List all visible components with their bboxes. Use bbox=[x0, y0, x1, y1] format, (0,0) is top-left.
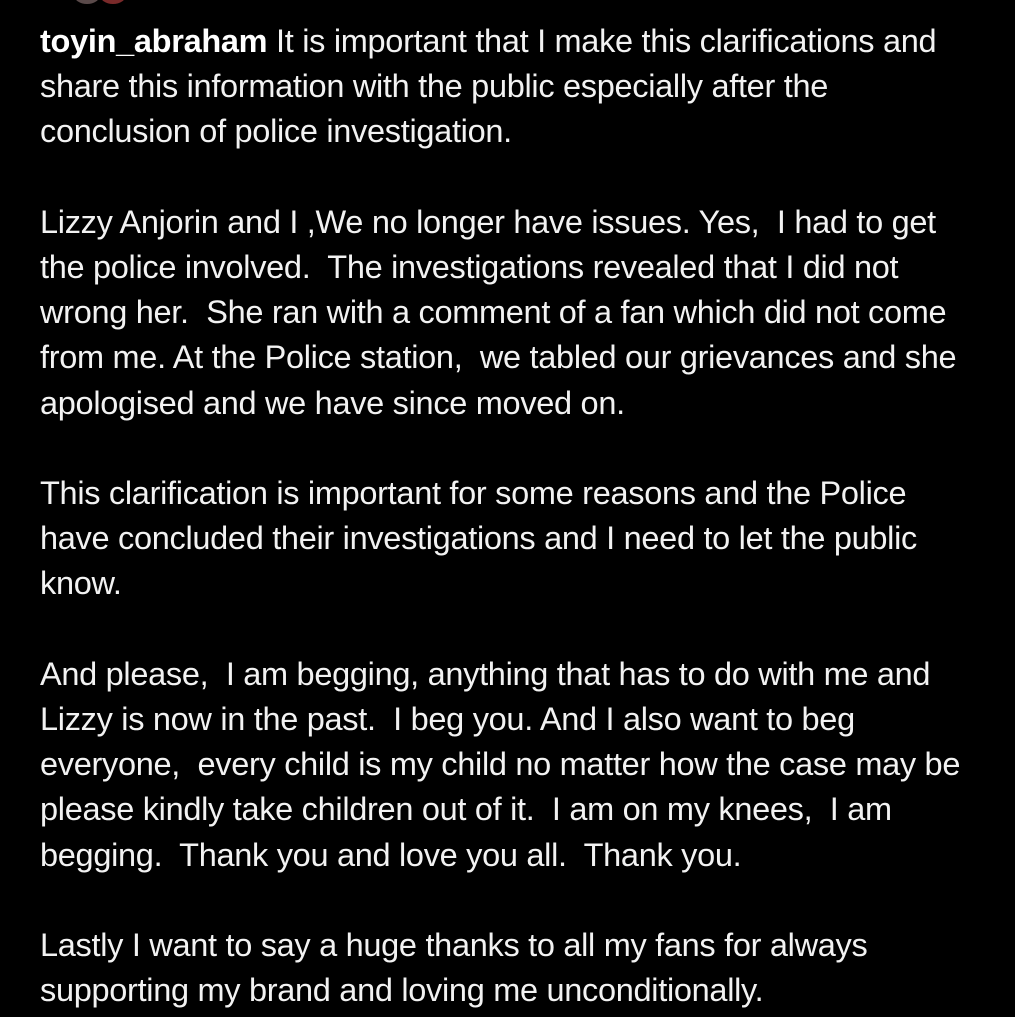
caption-paragraph-2: Lizzy Anjorin and I ,We no longer have issues. Yes, I had to get the police involved. The investigations revealed that I did not wrong her. She ran with a comment of a fan which did not come from me. At the Police station, we tabled our grievances and she apologised and we have since moved on. bbox=[40, 203, 966, 421]
caption-paragraph-4: And please, I am begging, anything that has to do with me and Lizzy is now in the past. I beg you. And I also want to beg everyone, every child is my child no matter how the case may be please kindly take children out of it. I am on my knees, I am begging. Thank you and love you all. Thank you. bbox=[40, 655, 969, 873]
caption-paragraph-5: Lastly I want to say a huge thanks to all my fans for always supporting my brand and loving me unconditionally. bbox=[40, 927, 877, 1009]
post-caption bbox=[40, 19, 980, 1013]
username-link[interactable]: toyin_abraham bbox=[40, 23, 268, 59]
caption-text-1: It is important that I make this clarifications and share this information with the public especially after the conclusion of police investigation. bbox=[40, 23, 946, 150]
avatar[interactable] bbox=[74, 0, 100, 4]
caption-paragraph-1 bbox=[40, 19, 980, 155]
story-ring-icon bbox=[100, 0, 126, 4]
caption-paragraph-3: This clarification is important for some reasons and the Police have concluded their investigations and I need to let the public know. bbox=[40, 475, 926, 602]
